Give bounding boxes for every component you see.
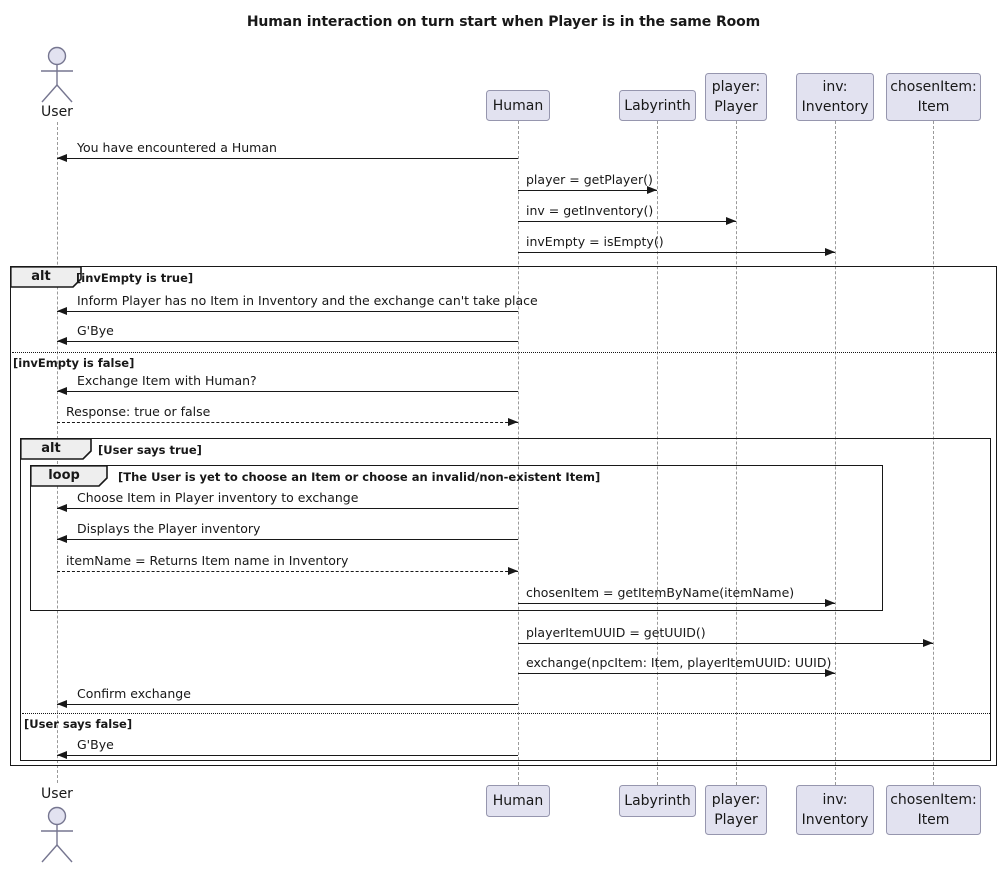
alt-inner-keyword: alt (41, 441, 61, 456)
message-line (57, 311, 518, 312)
participant-labyrinth-top (619, 90, 696, 121)
participant-player-bottom (705, 785, 767, 835)
arrowhead-left-icon (57, 504, 67, 512)
message-line (57, 571, 518, 572)
message-line (518, 643, 933, 644)
message-line (518, 673, 835, 674)
participant-label-line1: inv: (822, 79, 848, 95)
message-line (57, 391, 518, 392)
message-label: Inform Player has no Item in Inventory and the exchange can't take place (77, 293, 538, 308)
message-label: Choose Item in Player inventory to exchange (77, 490, 359, 505)
arrowhead-right-icon (825, 248, 835, 256)
participant-label-line1: chosenItem: (890, 792, 977, 808)
participant-inventory-top (796, 73, 874, 121)
message-line (57, 158, 518, 159)
participant-chosenitem-top (886, 73, 981, 121)
loop-guard: [The User is yet to choose an Item or choose an invalid/non-existent Item] (118, 470, 601, 484)
message-label: Displays the Player inventory (77, 521, 261, 536)
message-label: invEmpty = isEmpty() (526, 234, 664, 249)
message-line (57, 341, 518, 342)
message-label: player = getPlayer() (526, 172, 653, 187)
message-label: G'Bye (77, 737, 114, 752)
alt-outer-else-divider (12, 352, 996, 353)
participant-user-bottom: User (41, 786, 73, 802)
arrowhead-left-icon (57, 337, 67, 345)
message-line (57, 508, 518, 509)
participant-label: Labyrinth (624, 793, 691, 809)
participant-label-line1: inv: (822, 792, 848, 808)
arrowhead-left-icon (57, 751, 67, 759)
participant-inventory-bottom (796, 785, 874, 835)
alt-inner-guard-true: [User says true] (98, 443, 202, 457)
participant-chosenitem-bottom (886, 785, 981, 835)
participant-label-line1: player: (711, 79, 761, 95)
participant-label-line2: Item (917, 99, 950, 115)
alt-inner-else-divider (22, 713, 990, 714)
message-line (57, 704, 518, 705)
arrowhead-left-icon (57, 387, 67, 395)
participant-label-line1: chosenItem: (890, 79, 977, 95)
participant-label-line1: player: (711, 792, 761, 808)
message-label: Exchange Item with Human? (77, 373, 257, 388)
arrowhead-right-icon (647, 186, 657, 194)
arrowhead-left-icon (57, 307, 67, 315)
alt-outer-guard-false: [invEmpty is false] (13, 356, 135, 370)
participant-label-line2: Inventory (801, 99, 869, 115)
message-label: Response: true or false (66, 404, 211, 419)
message-line (518, 221, 736, 222)
alt-inner-guard-false: [User says false] (24, 717, 133, 731)
arrowhead-right-icon (825, 599, 835, 607)
participant-human-bottom (486, 785, 550, 817)
participant-label-line2: Item (917, 812, 950, 828)
message-label: You have encountered a Human (77, 140, 277, 155)
loop-keyword: loop (48, 468, 80, 483)
message-label: itemName = Returns Item name in Inventory (66, 553, 349, 568)
message-label: chosenItem = getItemByName(itemName) (526, 585, 795, 600)
message-label: G'Bye (77, 323, 114, 338)
message-line (57, 755, 518, 756)
participant-labyrinth-bottom (619, 785, 696, 817)
participant-label: Human (492, 793, 544, 809)
participant-label-line2: Player (714, 99, 758, 115)
arrowhead-right-icon (923, 639, 933, 647)
participant-human-top (486, 90, 550, 121)
participant-label: Labyrinth (624, 97, 691, 114)
message-line (57, 539, 518, 540)
message-label: playerItemUUID = getUUID() (526, 625, 706, 640)
alt-outer-keyword: alt (31, 269, 51, 284)
message-label: Confirm exchange (77, 686, 191, 701)
participant-user-top: User (41, 104, 73, 120)
arrowhead-left-icon (57, 154, 67, 162)
message-line (518, 603, 835, 604)
message-label: exchange(npcItem: Item, playerItemUUID: UUID) (526, 655, 832, 670)
arrowhead-right-icon (825, 669, 835, 677)
participant-label-line2: Inventory (801, 812, 869, 828)
arrowhead-left-icon (57, 700, 67, 708)
arrowhead-right-icon (508, 567, 518, 575)
message-line (57, 422, 518, 423)
actor-user-icon (33, 42, 81, 104)
arrowhead-right-icon (508, 418, 518, 426)
participant-label-line2: Player (714, 812, 758, 828)
participant-label: Human (492, 97, 544, 114)
message-line (518, 252, 835, 253)
diagram-title: Human interaction on turn start when Player is in the same Room (246, 14, 761, 30)
arrowhead-right-icon (726, 217, 736, 225)
alt-outer-guard-true: [invEmpty is true] (76, 271, 194, 285)
actor-user-icon-bottom (33, 802, 81, 864)
participant-player-top (705, 73, 767, 121)
arrowhead-left-icon (57, 535, 67, 543)
message-label: inv = getInventory() (526, 203, 654, 218)
message-line (518, 190, 657, 191)
